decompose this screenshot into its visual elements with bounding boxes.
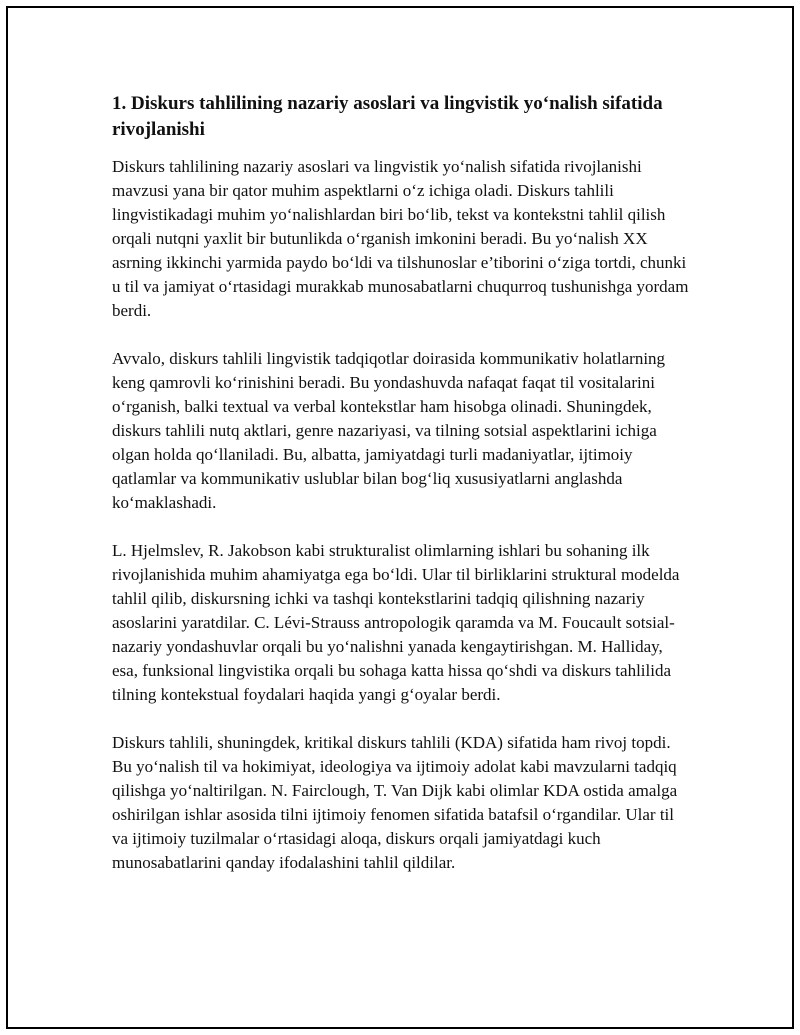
paragraph-1: Diskurs tahlilining nazariy asoslari va lingvistik yo‘nalish sifatida rivojlanishi mavzusi yana bir qator muhim aspektlarni o‘z ichiga oladi. Diskurs tahlili lingvistikadagi muhim yo‘nalishlardan biri bo‘lib, tekst va kontekstni tahlil qilish orqali nutqni yaxlit bir butunlikda o‘rganish imkonini beradi. Bu yo‘nalish XX asrning ikkinchi yarmida paydo bo‘ldi va tilshunoslar e’tiborini o‘ziga tortdi, chunki u til va jamiyat o‘rtasidagi murakkab munosabatlarni chuqurroq tushunishga yordam berdi. — [112, 157, 689, 320]
document-body — [112, 91, 690, 899]
paragraph-3: L. Hjelmslev, R. Jakobson kabi strukturalist olimlarning ishlari bu sohaning ilk rivojlanishida muhim ahamiyatga ega bo‘ldi. Ular til birliklarini struktural modelda tahlil qilib, diskursning ichki va tashqi kontekstlarini tadqiq qilishning nazariy asoslarini yaratdilar. C. Lévi-Strauss antropologik qaramda va M. Foucault sotsial-nazariy yondashuvlar orqali bu yo‘nalishni yanada kengaytirishgan. M. Halliday, esa, funksional lingvistika orqali bu sohaga katta hissa qo‘shdi va diskurs tahlilida tilning kontekstual foydalari haqida yangi g‘oyalar berdi. — [112, 541, 680, 704]
paragraph-4: Diskurs tahlili, shuningdek, kritikal diskurs tahlili (KDA) sifatida ham rivoj topdi. Bu yo‘nalish til va hokimiyat, ideologiya va ijtimoiy adolat kabi mavzularni tadqiq qilishga yo‘naltirilgan. N. Fairclough, T. Van Dijk kabi olimlar KDA ostida amalga oshirilgan ishlar asosida tilni ijtimoiy fenomen sifatida batafsil o‘rgandilar. Ular til va ijtimoiy tuzilmalar o‘rtasidagi aloqa, diskurs orqali jamiyatdagi kuch munosabatlarini qanday ifodalashini tahlil qildilar. — [112, 733, 678, 872]
section-heading: 1. Diskurs tahlilining nazariy asoslari va lingvistik yo‘nalish sifatida rivojlanishi — [112, 93, 663, 140]
paragraph-2: Avvalo, diskurs tahlili lingvistik tadqiqotlar doirasida kommunikativ holatlarning keng qamrovli ko‘rinishini beradi. Bu yondashuvda nafaqat faqat til vositalarini o‘rganish, balki textual va verbal kontekstlar ham hisobga olinadi. Shuningdek, diskurs tahlili nutq aktlari, genre nazariyasi, va tilning sotsial aspektlarini ichiga olgan holda qo‘llaniladi. Bu, albatta, jamiyatdagi turli madaniyatlar, ijtimoiy qatlamlar va kommunikativ uslublar bilan bog‘liq xususiyatlarni anglashda ko‘maklashadi. — [112, 349, 666, 512]
